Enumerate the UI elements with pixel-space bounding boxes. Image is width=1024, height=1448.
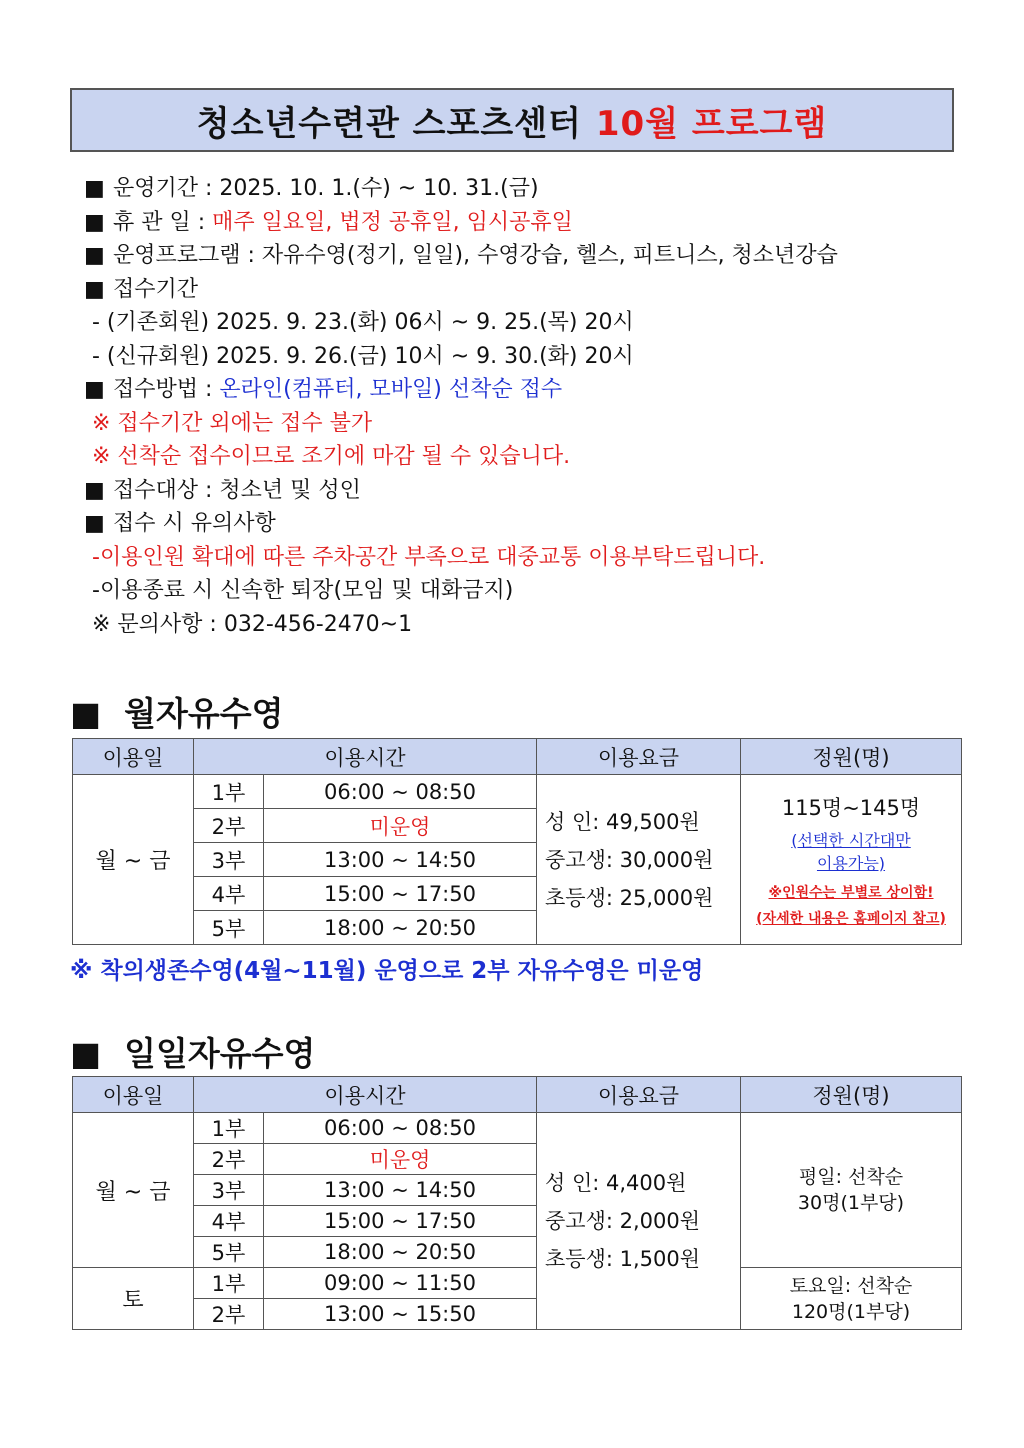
part-cell: 5부 — [194, 911, 264, 945]
part-cell: 5부 — [194, 1237, 264, 1268]
daily-table — [72, 1076, 962, 1330]
header-capacity: 정원(명) — [741, 739, 962, 775]
day-cell: 월 ~ 금 — [73, 1113, 194, 1268]
table-row — [73, 1113, 962, 1144]
square-bullet-icon: ■ — [70, 694, 102, 733]
monthly-section-title: ■ 월자유수영 — [70, 694, 284, 733]
square-bullet-icon: ■ — [84, 209, 105, 235]
table-header-row — [73, 1077, 962, 1113]
page-title — [70, 88, 954, 152]
time-cell: 18:00 ~ 20:50 — [264, 1237, 537, 1268]
info-closed: ■ 휴 관 일 : 매주 일요일, 법정 공휴일, 임시공휴일 — [84, 206, 984, 240]
square-bullet-icon: ■ — [84, 243, 105, 268]
time-cell: 미운영 — [264, 1144, 537, 1175]
header-time: 이용시간 — [194, 1077, 537, 1113]
info-programs: ■ 운영프로그램 : 자유수영(정기, 일일), 수영강습, 헬스, 피트니스, 청소년강습 — [84, 239, 984, 273]
part-cell: 1부 — [194, 775, 264, 809]
part-cell: 1부 — [194, 1268, 264, 1299]
time-cell: 09:00 ~ 11:50 — [264, 1268, 537, 1299]
capacity-cell: 115명~145명 (선택한 시간대만 이용가능) ※인원수는 부별로 상이함! (자세한 내용은 홈페이지 참고) — [741, 775, 962, 945]
table-header-row — [73, 739, 962, 775]
info-period: ■ 운영기간 : 2025. 10. 1.(수) ~ 10. 31.(금) — [84, 172, 984, 206]
monthly-table — [72, 738, 962, 945]
time-cell: 06:00 ~ 08:50 — [264, 775, 537, 809]
info-notice: ■ 접수 시 유의사항 — [84, 507, 984, 541]
info-reg-existing: - (기존회원) 2025. 9. 23.(화) 06시 ~ 9. 25.(목) 20시 — [92, 310, 634, 335]
part-cell: 3부 — [194, 843, 264, 877]
capacity-weekday-cell: 평일: 선착순 30명(1부당) — [741, 1113, 962, 1268]
square-bullet-icon: ■ — [84, 377, 105, 402]
time-cell: 18:00 ~ 20:50 — [264, 911, 537, 945]
time-cell: 06:00 ~ 08:50 — [264, 1113, 537, 1144]
time-cell: 13:00 ~ 14:50 — [264, 1175, 537, 1206]
info-warning-2: ※ 선착순 접수이므로 조기에 마감 될 수 있습니다. — [92, 444, 571, 469]
info-reg-period: ■ 접수기간 — [84, 273, 984, 307]
table-row — [73, 1268, 962, 1299]
part-cell: 1부 — [194, 1113, 264, 1144]
info-notice-2: -이용종료 시 신속한 퇴장(모임 및 대화금지) — [92, 578, 514, 603]
header-capacity: 정원(명) — [741, 1077, 962, 1113]
info-reg-method: ■ 접수방법 : 온라인(컴퓨터, 모바일) 선착순 접수 — [84, 373, 984, 407]
time-cell: 13:00 ~ 14:50 — [264, 843, 537, 877]
fee-cell: 성 인: 49,500원 중고생: 30,000원 초등생: 25,000원 — [537, 775, 741, 945]
info-target: ■ 접수대상 : 청소년 및 성인 — [84, 474, 984, 508]
header-day: 이용일 — [73, 739, 194, 775]
title-highlight: 10월 프로그램 — [595, 103, 828, 144]
capacity-saturday-cell: 토요일: 선착순 120명(1부당) — [741, 1268, 962, 1330]
daily-section-title: ■ 일일자유수영 — [70, 1034, 316, 1073]
info-contact: ※ 문의사항 : 032-456-2470~1 — [92, 611, 413, 637]
monthly-footnote: ※ 착의생존수영(4월~11월) 운영으로 2부 자유수영은 미운영 — [70, 958, 704, 984]
header-day: 이용일 — [73, 1077, 194, 1113]
info-section — [84, 172, 984, 641]
day-cell: 월 ~ 금 — [73, 775, 194, 945]
square-bullet-icon: ■ — [84, 477, 105, 503]
square-bullet-icon: ■ — [84, 176, 105, 201]
time-cell: 13:00 ~ 15:50 — [264, 1299, 537, 1330]
part-cell: 3부 — [194, 1175, 264, 1206]
header-fee: 이용요금 — [537, 739, 741, 775]
info-warning-1: ※ 접수기간 외에는 접수 불가 — [92, 410, 373, 436]
part-cell: 2부 — [194, 809, 264, 843]
square-bullet-icon: ■ — [84, 276, 105, 302]
square-bullet-icon: ■ — [70, 1034, 102, 1073]
info-notice-1: -이용인원 확대에 따른 주차공간 부족으로 대중교통 이용부탁드립니다. — [92, 544, 766, 570]
table-row — [73, 775, 962, 809]
day-cell: 토 — [73, 1268, 194, 1330]
time-cell: 15:00 ~ 17:50 — [264, 1206, 537, 1237]
info-reg-new: - (신규회원) 2025. 9. 26.(금) 10시 ~ 9. 30.(화) 20시 — [92, 343, 634, 369]
part-cell: 4부 — [194, 1206, 264, 1237]
part-cell: 2부 — [194, 1144, 264, 1175]
fee-cell: 성 인: 4,400원 중고생: 2,000원 초등생: 1,500원 — [537, 1113, 741, 1330]
time-cell: 미운영 — [264, 809, 537, 843]
part-cell: 4부 — [194, 877, 264, 911]
time-cell: 15:00 ~ 17:50 — [264, 877, 537, 911]
part-cell: 2부 — [194, 1299, 264, 1330]
header-fee: 이용요금 — [537, 1077, 741, 1113]
title-main: 청소년수련관 스포츠센터 — [196, 103, 582, 144]
square-bullet-icon: ■ — [84, 511, 105, 536]
header-time: 이용시간 — [194, 739, 537, 775]
